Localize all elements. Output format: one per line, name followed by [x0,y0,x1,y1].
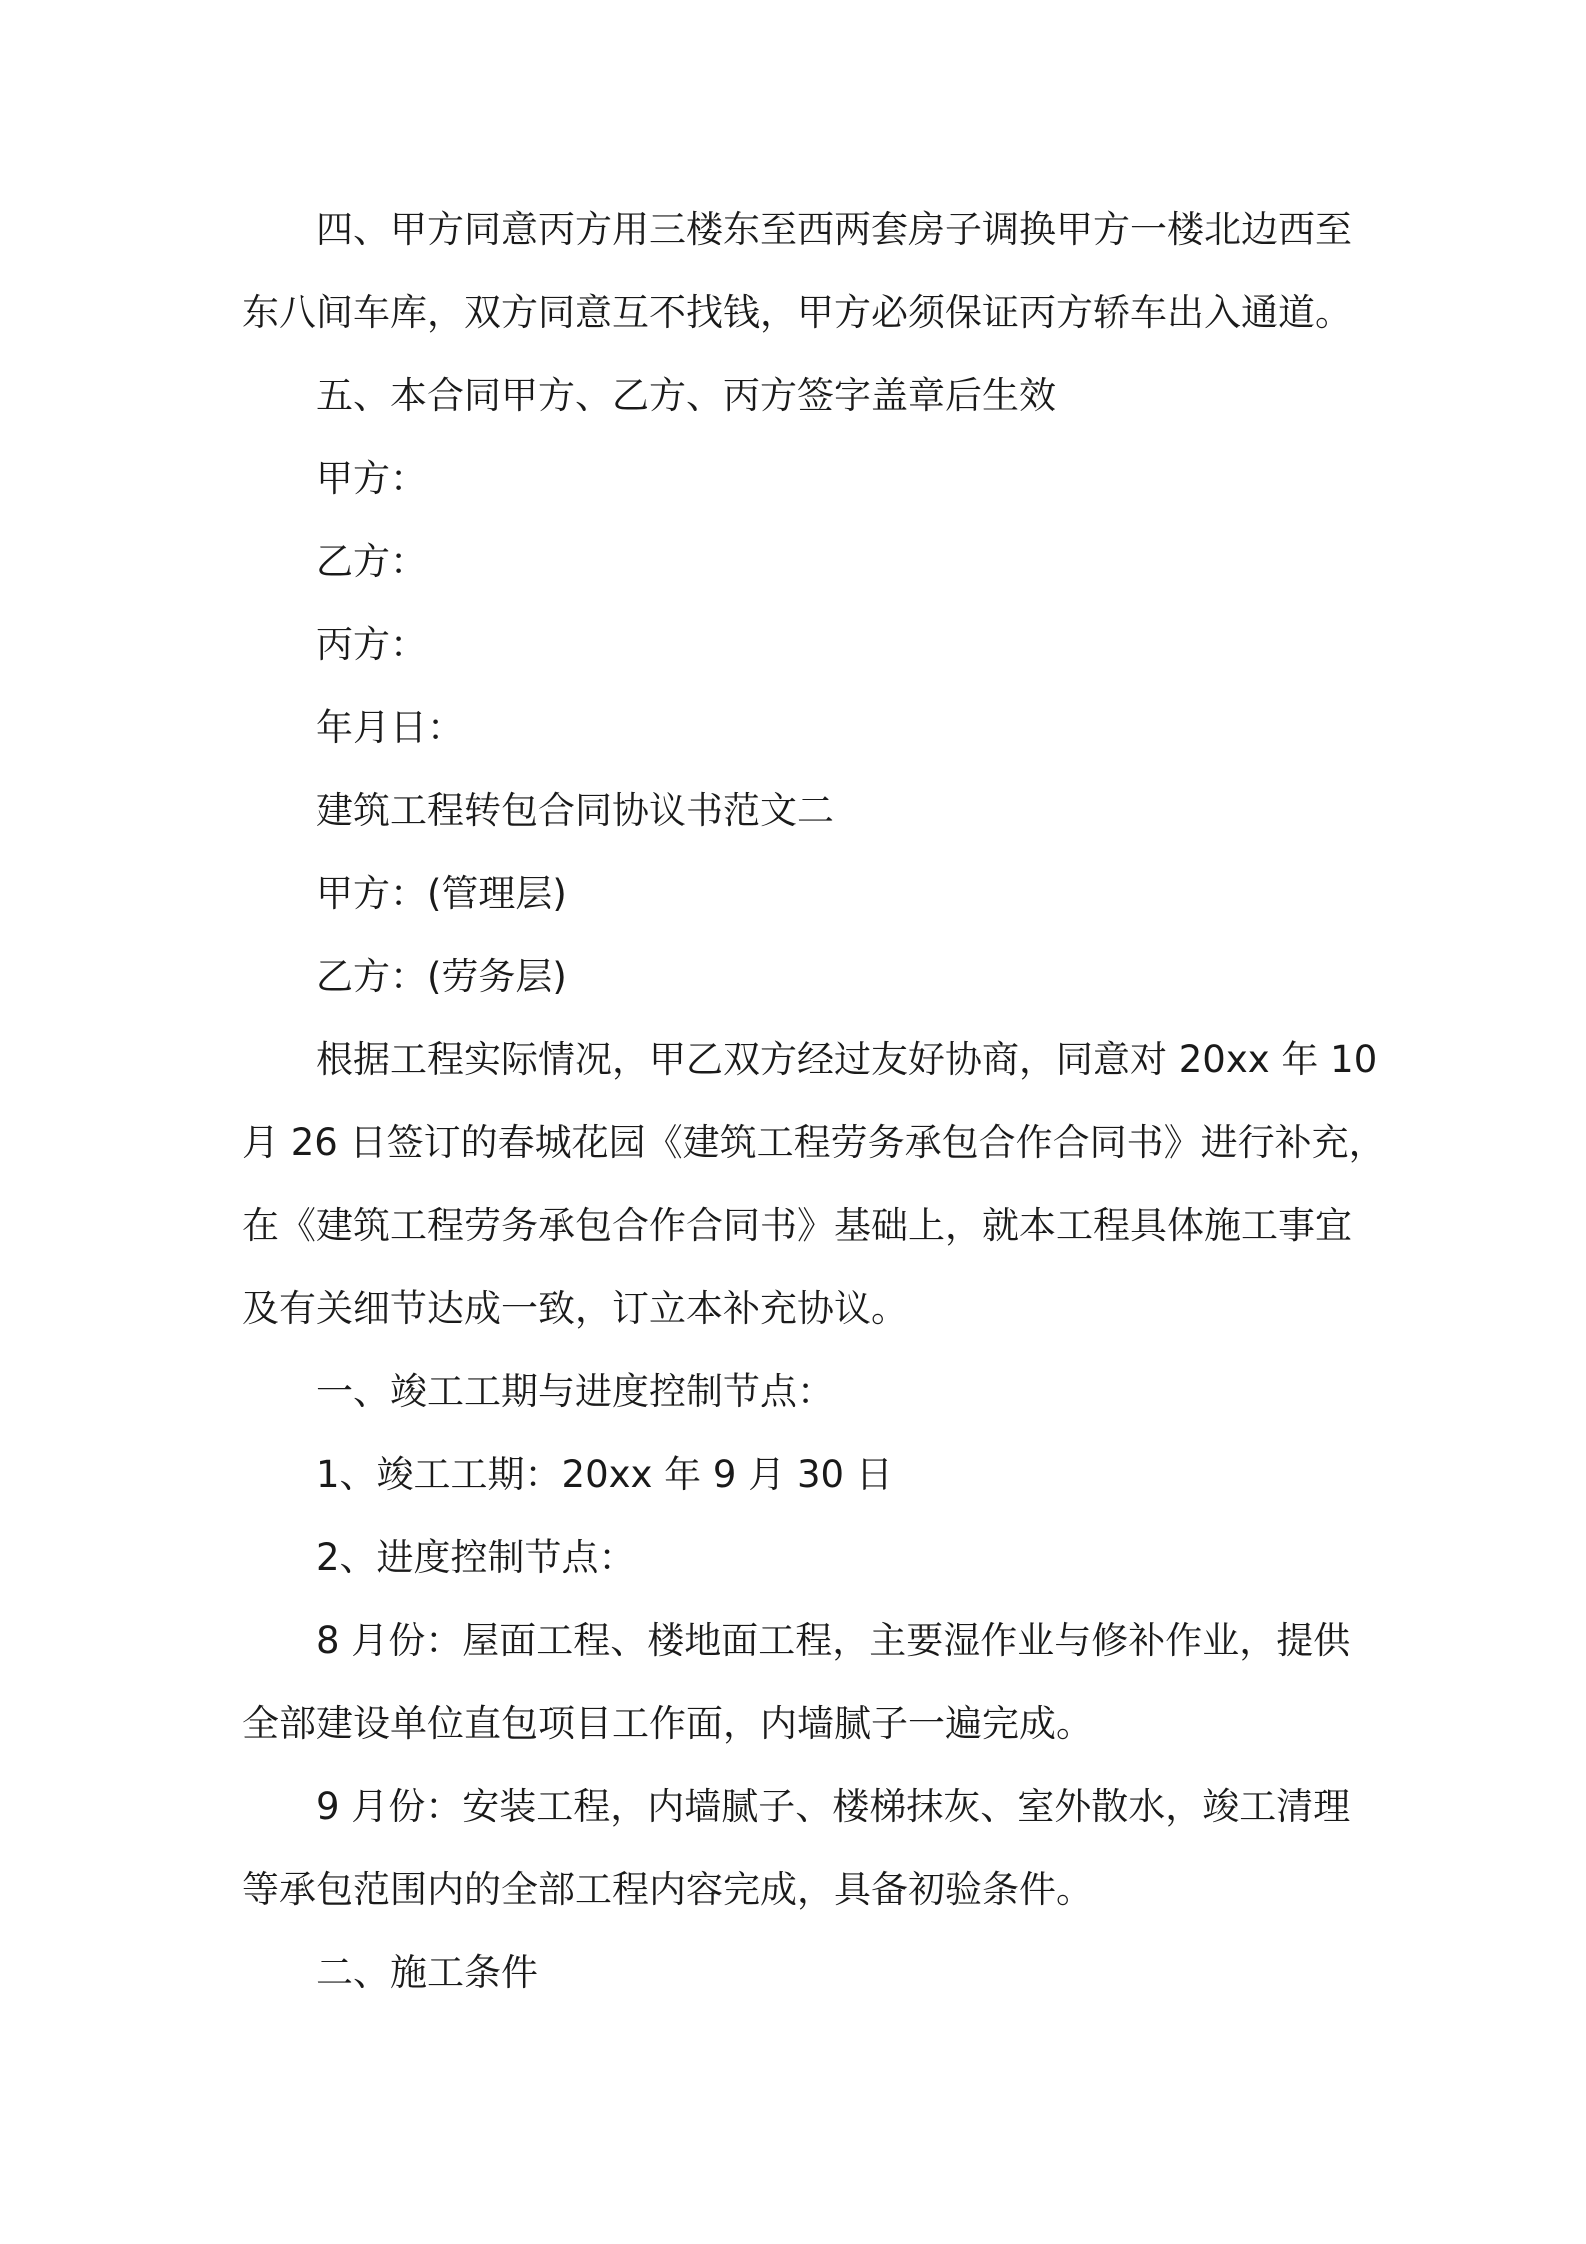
signature-party-b: 乙方： [316,540,427,583]
heading-schedule: 一、竣工工期与进度控制节点： [316,1370,834,1413]
august-plan-line-1: 8 月份：屋面工程、楼地面工程，主要湿作业与修补作业，提供 [316,1619,1351,1662]
signature-party-c: 丙方： [316,623,427,666]
clause-five: 五、本合同甲方、乙方、丙方签字盖章后生效 [316,374,1056,417]
september-plan-line-2: 等承包范围内的全部工程内容完成，具备初验条件。 [242,1868,1093,1911]
intro-paragraph-line-1: 根据工程实际情况，甲乙双方经过友好协商，同意对 20xx 年 10 [316,1038,1378,1081]
party-a-line: 甲方：(管理层) [316,872,567,915]
section-title: 建筑工程转包合同协议书范文二 [316,789,834,832]
signature-date: 年月日： [316,706,464,749]
party-b-line: 乙方：(劳务层) [316,955,567,998]
item-progress-nodes: 2、进度控制节点： [316,1536,636,1579]
intro-paragraph-line-4: 及有关细节达成一致，订立本补充协议。 [242,1287,908,1330]
intro-paragraph-line-3: 在《建筑工程劳务承包合作合同书》基础上，就本工程具体施工事宜 [242,1204,1352,1247]
item-completion-date: 1、竣工工期：20xx 年 9 月 30 日 [316,1453,893,1496]
intro-paragraph-line-2: 月 26 日签订的春城花园《建筑工程劳务承包合作合同书》进行补充， [242,1121,1386,1164]
signature-party-a: 甲方： [316,457,427,500]
august-plan-line-2: 全部建设单位直包项目工作面，内墙腻子一遍完成。 [242,1702,1093,1745]
clause-four-line-1: 四、甲方同意丙方用三楼东至西两套房子调换甲方一楼北边西至 [316,208,1352,251]
clause-four-line-2: 东八间车库，双方同意互不找钱，甲方必须保证丙方轿车出入通道。 [242,291,1352,334]
september-plan-line-1: 9 月份：安装工程，内墙腻子、楼梯抹灰、室外散水，竣工清理 [316,1785,1351,1828]
heading-construction-conditions: 二、施工条件 [316,1951,538,1994]
